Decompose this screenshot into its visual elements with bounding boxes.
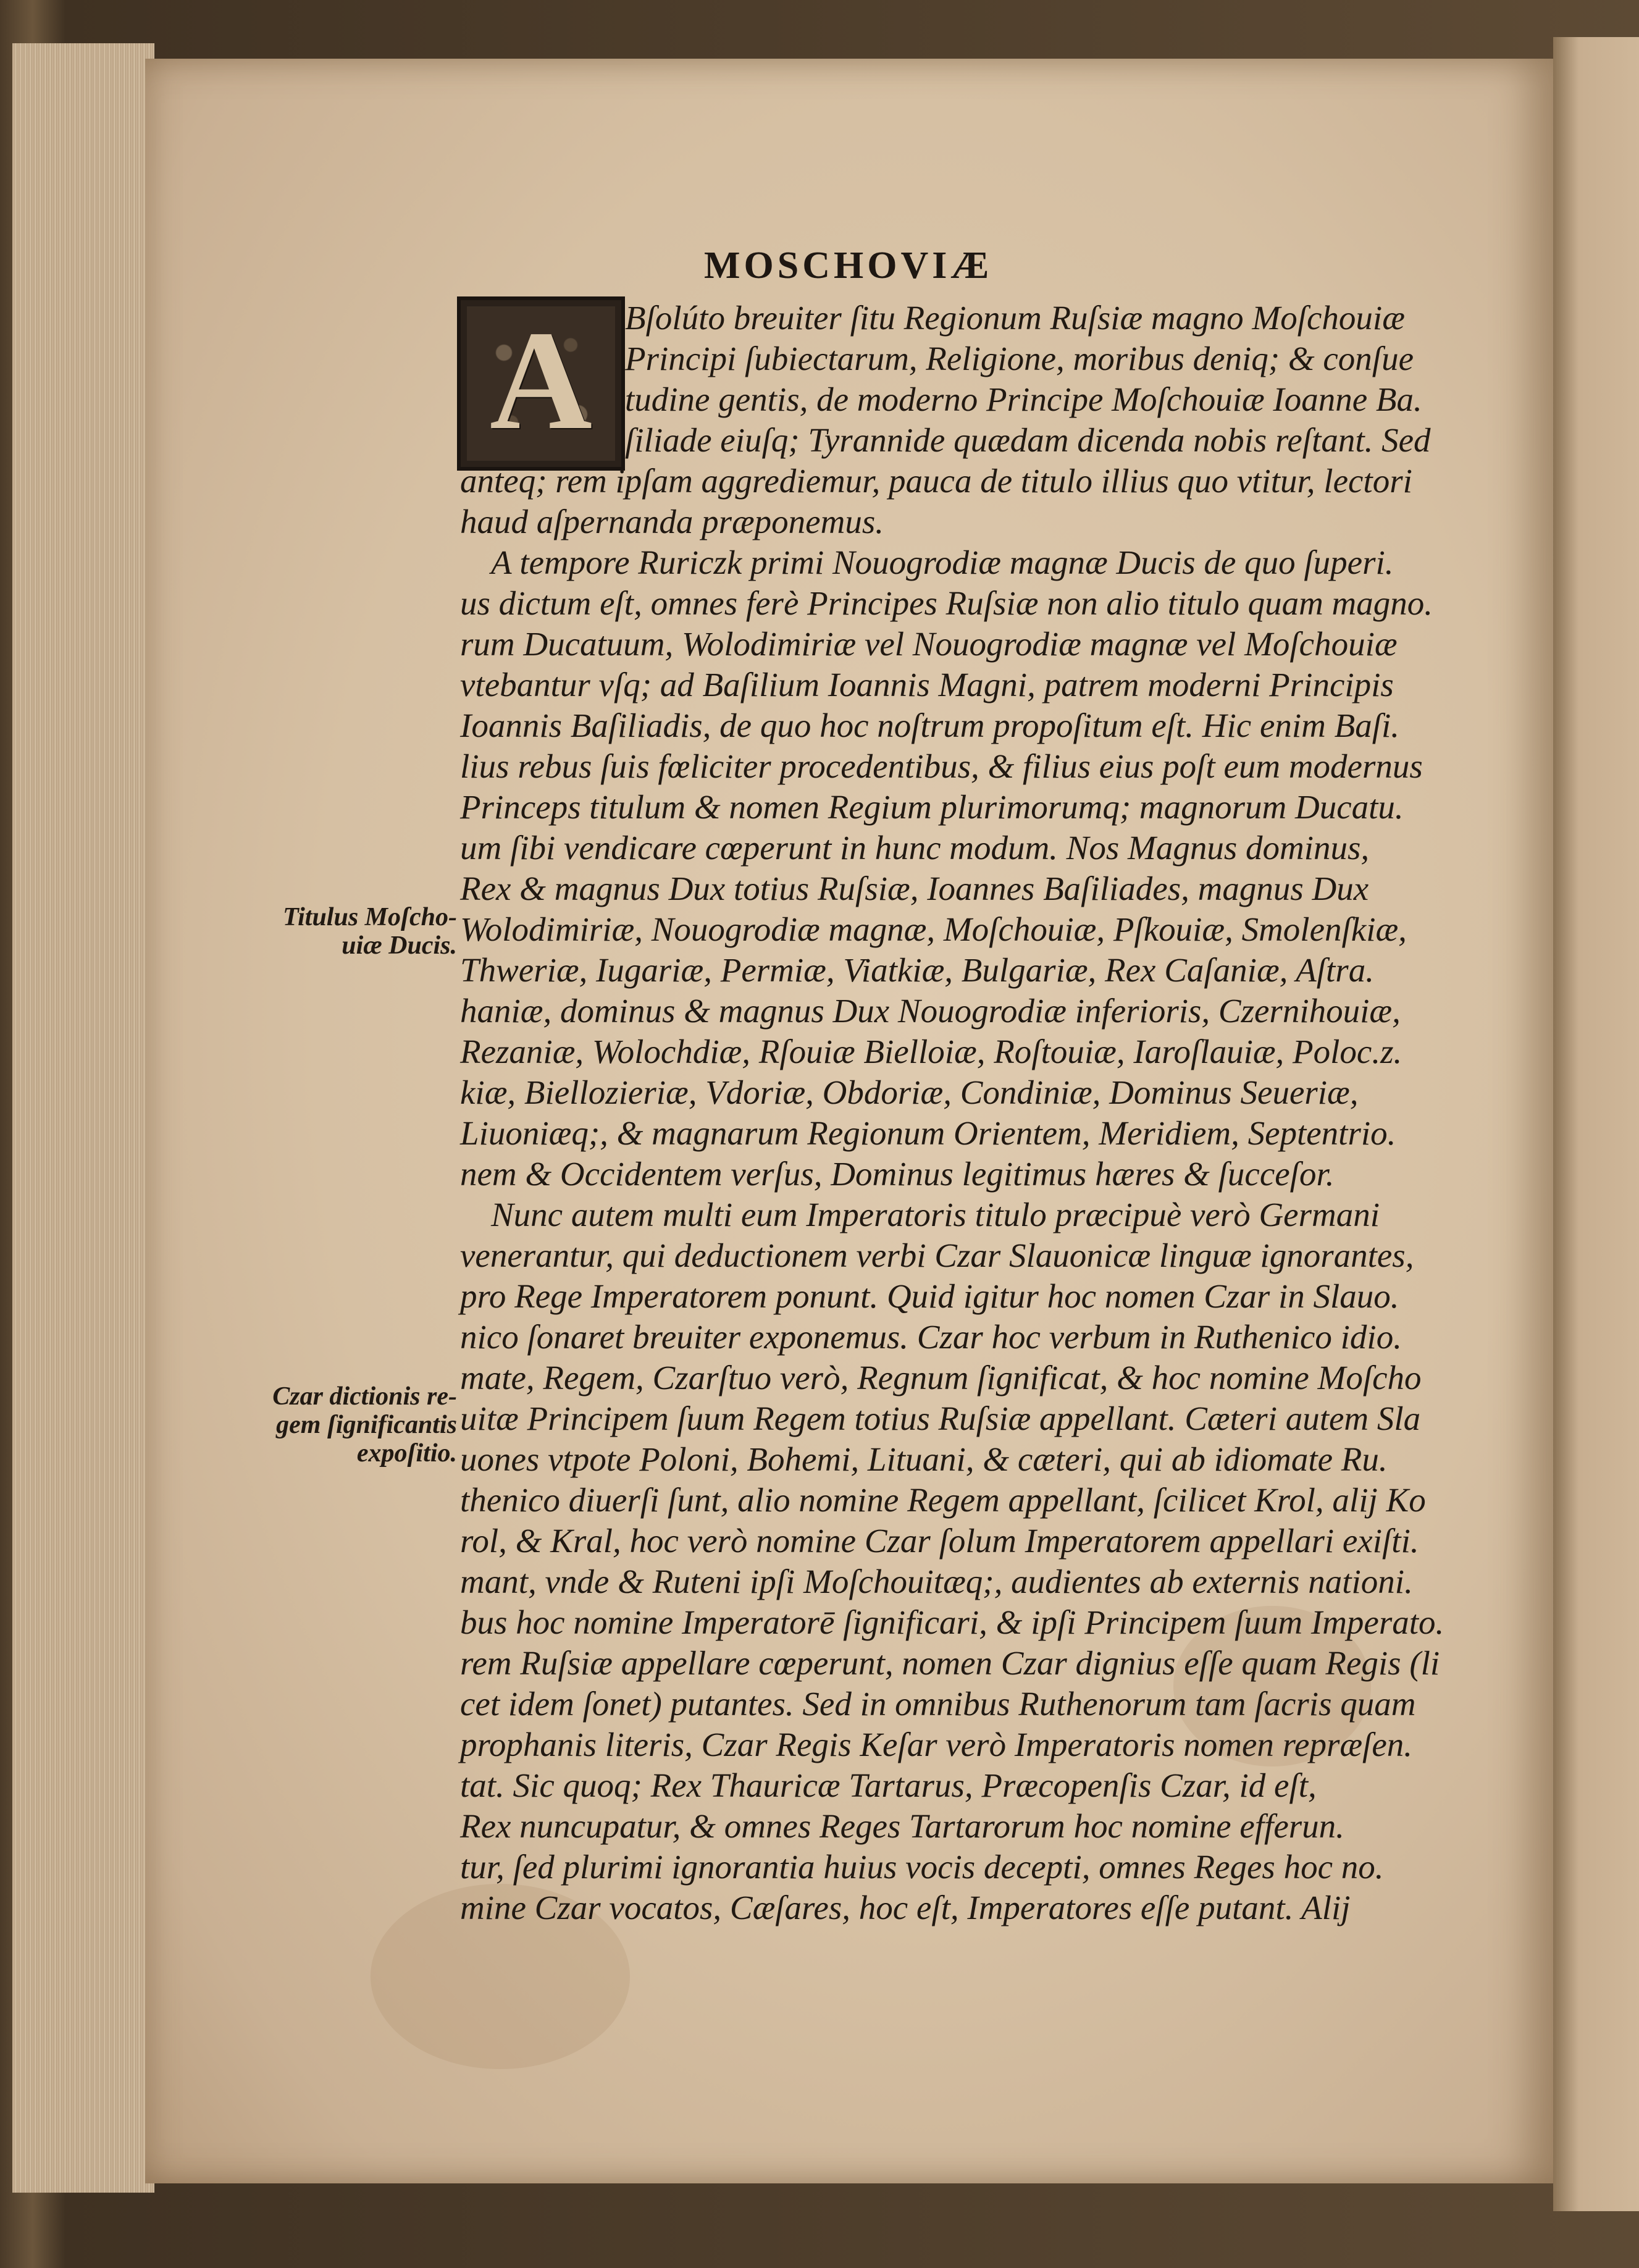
text-line: nem & Occidentem verſus, Dominus legitimus hæres & ſucceſor. bbox=[460, 1155, 1335, 1193]
text-line: lius rebus ſuis fœliciter procedentibus, & filius eius poſt eum modernus bbox=[460, 747, 1423, 785]
text-line: rum Ducatuum, Wolodimiriæ vel Nouogrodiæ magnæ vel Moſchouiæ bbox=[460, 625, 1398, 663]
text-line: us dictum eſt, omnes ferè Principes Ruſsiæ non alio titulo quam magno. bbox=[460, 584, 1433, 622]
facing-page-edge bbox=[1553, 37, 1639, 2211]
text-line: haniæ, dominus & magnus Dux Nouogrodiæ inferioris, Czernihouiæ, bbox=[460, 992, 1401, 1030]
initial-letter: A bbox=[489, 301, 593, 459]
text-line: bus hoc nomine Imperatorē ſignificari, & ipſi Principem ſuum Imperato. bbox=[460, 1603, 1444, 1641]
text-line: Rex & magnus Dux totius Ruſsiæ, Ioannes Baſiliades, magnus Dux bbox=[460, 870, 1369, 907]
margin-note-line: uiæ Ducis. bbox=[342, 931, 457, 960]
text-line: Rex nuncupatur, & omnes Reges Tartarorum hoc nomine efferun. bbox=[460, 1807, 1344, 1845]
text-line: Rezaniæ, Wolochdiæ, Rſouiæ Bielloiæ, Roſtouiæ, Iaroſlauiæ, Poloc.z. bbox=[460, 1033, 1402, 1070]
text-line: uones vtpote Poloni, Bohemi, Lituani, & cæteri, qui ab idiomate Ru. bbox=[460, 1440, 1388, 1478]
text-line: um ſibi vendicare cœperunt in hunc modum. Nos Magnus dominus, bbox=[460, 829, 1370, 867]
text-line: rem Ruſsiæ appellare cœperunt, nomen Czar dignius eſſe quam Regis (li bbox=[460, 1644, 1440, 1682]
margin-note-line: gem ſignificantis bbox=[276, 1411, 457, 1439]
text-line: haud aſpernanda præponemus. bbox=[460, 503, 884, 540]
decorated-initial bbox=[457, 296, 625, 471]
text-line: nico ſonaret breuiter exponemus. Czar hoc verbum in Ruthenico idio. bbox=[460, 1318, 1402, 1356]
text-line: Princeps titulum & nomen Regium plurimorumq; magnorum Ducatu. bbox=[460, 788, 1404, 826]
margin-note-czar bbox=[247, 1382, 457, 1468]
text-line: tat. Sic quoq; Rex Thauricæ Tartarus, Præcopenſis Czar, id eſt, bbox=[460, 1766, 1317, 1804]
text-line: mant, vnde & Ruteni ipſi Moſchouitæq;, audientes ab externis nationi. bbox=[460, 1563, 1413, 1600]
margin-note-line: expoſitio. bbox=[356, 1439, 457, 1468]
text-line: kiæ, Biellozieriæ, Vdoriæ, Obdoriæ, Condiniæ, Dominus Seueriæ, bbox=[460, 1073, 1359, 1111]
text-line: prophanis literis, Czar Regis Keſar verò Imperatoris nomen repræſen. bbox=[460, 1726, 1412, 1763]
text-line: Nunc autem multi eum Imperatoris titulo præcipuè verò Germani bbox=[491, 1196, 1380, 1233]
text-line: vtebantur vſq; ad Baſilium Ioannis Magni, patrem moderni Principis bbox=[460, 666, 1394, 704]
margin-note-title bbox=[259, 903, 457, 960]
text-line: Thweriæ, Iugariæ, Permiæ, Viatkiæ, Bulgariæ, Rex Caſaniæ, Aſtra. bbox=[460, 951, 1374, 989]
text-line: ſiliade eiuſq; Tyrannide quædam dicenda nobis reſtant. Sed bbox=[625, 421, 1431, 459]
text-line: mate, Regem, Czarſtuo verò, Regnum ſignificat, & hoc nomine Moſcho bbox=[460, 1359, 1422, 1396]
text-line: mine Czar vocatos, Cæſares, hoc eſt, Imperatores eſſe putant. Alij bbox=[460, 1889, 1351, 1926]
text-line: anteq; rem ipſam aggrediemur, pauca de titulo illius quo vtitur, lectori bbox=[460, 462, 1412, 500]
text-line: tur, ſed plurimi ignorantia huius vocis decepti, omnes Reges hoc no. bbox=[460, 1848, 1384, 1886]
text-line: pro Rege Imperatorem ponunt. Quid igitur hoc nomen Czar in Slauo. bbox=[460, 1277, 1399, 1315]
text-line: rol, & Kral, hoc verò nomine Czar ſolum Imperatorem appellari exiſti. bbox=[460, 1522, 1419, 1560]
text-line: Liuoniæq;, & magnarum Regionum Orientem, Meridiem, Septentrio. bbox=[460, 1114, 1396, 1152]
page-edges bbox=[12, 43, 154, 2193]
text-line: uitæ Principem ſuum Regem totius Ruſsiæ appellant. Cæteri autem Sla bbox=[460, 1400, 1421, 1437]
text-line: A tempore Ruriczk primi Nouogrodiæ magnæ Ducis de quo ſuperi. bbox=[491, 544, 1394, 581]
page-heading: MOSCHOVIÆ bbox=[704, 245, 993, 287]
text-line: Bſolúto breuiter ſitu Regionum Ruſsiæ magno Moſchouiæ bbox=[625, 299, 1405, 337]
text-line: cet idem ſonet) putantes. Sed in omnibus Ruthenorum tam ſacris quam bbox=[460, 1685, 1416, 1723]
text-line: thenico diuerſi ſunt, alio nomine Regem appellant, ſcilicet Krol, alij Ko bbox=[460, 1481, 1426, 1519]
text-line: venerantur, qui deductionem verbi Czar Slauonicæ linguæ ignorantes, bbox=[460, 1237, 1414, 1274]
text-line: Ioannis Baſiliadis, de quo hoc noſtrum propoſitum eſt. Hic enim Baſi. bbox=[460, 707, 1400, 744]
margin-note-line: Czar dictionis re- bbox=[272, 1382, 457, 1411]
margin-note-line: Titulus Moſcho- bbox=[283, 903, 457, 931]
text-line: tudine gentis, de moderno Principe Moſchouiæ Ioanne Ba. bbox=[625, 380, 1422, 418]
text-line: Principi ſubiectarum, Religione, moribus deniq; & conſue bbox=[625, 340, 1414, 377]
text-line: Wolodimiriæ, Nouogrodiæ magnæ, Moſchouiæ, Pſkouiæ, Smolenſkiæ, bbox=[460, 910, 1407, 948]
